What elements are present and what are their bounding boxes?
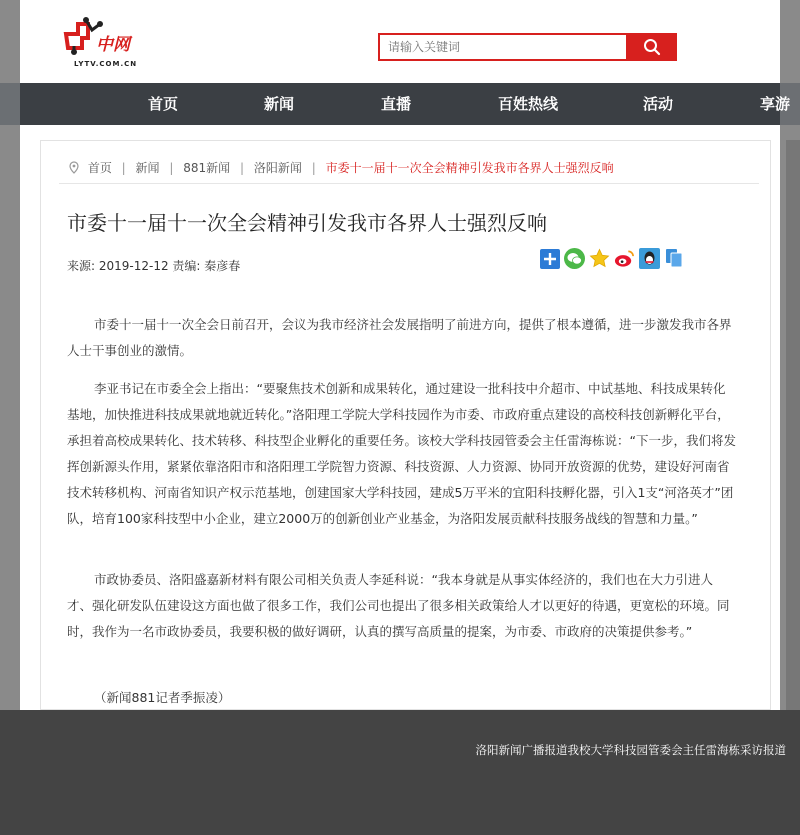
nav-overlay-left (0, 83, 20, 125)
nav-item-live[interactable]: 直播 (381, 95, 412, 113)
breadcrumb-separator: | (240, 160, 245, 175)
breadcrumb-news[interactable]: 新闻 (135, 161, 160, 175)
nav-item-hotline[interactable]: 百姓热线 (498, 95, 559, 113)
nav-overlay-right (780, 83, 800, 125)
search-box (378, 33, 628, 61)
article-paragraph: 李亚书记在市委全会上指出：“要聚焦技术创新和成果转化，通过建设一批科技中介超市、中试基地、科技成果转化基地，加快推进科技成果就地就近转化。”洛阳理工学院大学科技园作为市委、市政府重点建设的高校科技创新孵化平台，承担着高校成果转化、技术转移、科技型企业孵化的重要任务。该校大学科技园管委会主任雷海栋说：“下一步，我们将发挥创新源头作用，紧紧依靠洛阳市和洛阳理工学院智力资源、科技资源、人力资源、协同开放资源的优势，建设好河南省技术转移机构、河南省知识产权示范基地，创建国家大学科技园，建成5万平米的宜阳科技孵化器，引入1支“河洛英才”团队，培育100家科技型中小企业，建立2000万的创新创业产业基金，为洛阳发展贡献科技服务战线的智慧和力量。” (67, 381, 736, 526)
article-card (40, 140, 771, 710)
search-input[interactable] (380, 35, 626, 59)
qzone-star-icon[interactable] (589, 248, 610, 269)
article-reporter: （新闻881记者季振凌） (94, 690, 231, 705)
qq-icon[interactable] (639, 248, 660, 269)
search-button[interactable] (627, 33, 677, 61)
site-logo[interactable] (56, 12, 146, 74)
breadcrumb-luoyang-news[interactable]: 洛阳新闻 (253, 161, 302, 175)
caption-bar (0, 710, 800, 835)
caption-text: 洛阳新闻广播报道我校大学科技园管委会主任雷海栋采访报道 (475, 743, 786, 757)
nav-item-home[interactable]: 首页 (148, 95, 179, 113)
breadcrumb-home[interactable]: 首页 (87, 161, 112, 175)
breadcrumb-separator: | (169, 160, 174, 175)
svg-text:中网: 中网 (96, 35, 130, 55)
breadcrumb-separator: | (311, 160, 316, 175)
divider (59, 183, 759, 184)
logo-mark-icon (56, 12, 146, 62)
article-paragraph: 市委十一届十一次全会日前召开，会议为我市经济社会发展指明了前进方向，提供了根本遵循，进一步激发我市各界人士干事创业的激情。 (67, 317, 732, 358)
breadcrumb-881news[interactable]: 881新闻 (183, 161, 231, 175)
share-bar (539, 248, 685, 270)
main-nav (0, 83, 800, 125)
wechat-icon[interactable] (564, 248, 585, 269)
copy-icon[interactable] (664, 248, 685, 269)
header (20, 0, 780, 83)
share-plus-icon[interactable] (539, 248, 560, 269)
article-paragraph: 市政协委员、洛阳盛嘉新材料有限公司相关负责人李延科说：“我本身就是从事实体经济的，我们也在大力引进人才、强化研发队伍建设这方面也做了很多工作，我们公司也提出了很多相关政策给人才以更好的待遇，更宽松的环境。同时，我作为一名市政协委员，我要积极的做好调研，认真的撰写高质量的提案，为市委、市政府的决策提供参考。” (67, 572, 730, 639)
nav-item-travel[interactable]: 享游 (760, 95, 791, 113)
article-title: 市委十一届十一次全会精神引发我市各界人士强烈反响 (67, 211, 547, 235)
article-meta: 来源: 2019-12-12 责编: 秦彦春 (67, 259, 241, 273)
weibo-icon[interactable] (614, 248, 635, 269)
logo-text: LYTV.COM.CN (74, 60, 138, 68)
location-icon (68, 161, 84, 175)
breadcrumb (68, 159, 614, 176)
search-icon (643, 38, 661, 56)
nav-item-news[interactable]: 新闻 (264, 95, 295, 113)
breadcrumb-current: 市委十一届十一次全会精神引发我市各界人士强烈反响 (325, 161, 614, 175)
right-edge-overlay (786, 140, 800, 710)
nav-item-activity[interactable]: 活动 (643, 95, 674, 113)
breadcrumb-separator: | (121, 160, 126, 175)
